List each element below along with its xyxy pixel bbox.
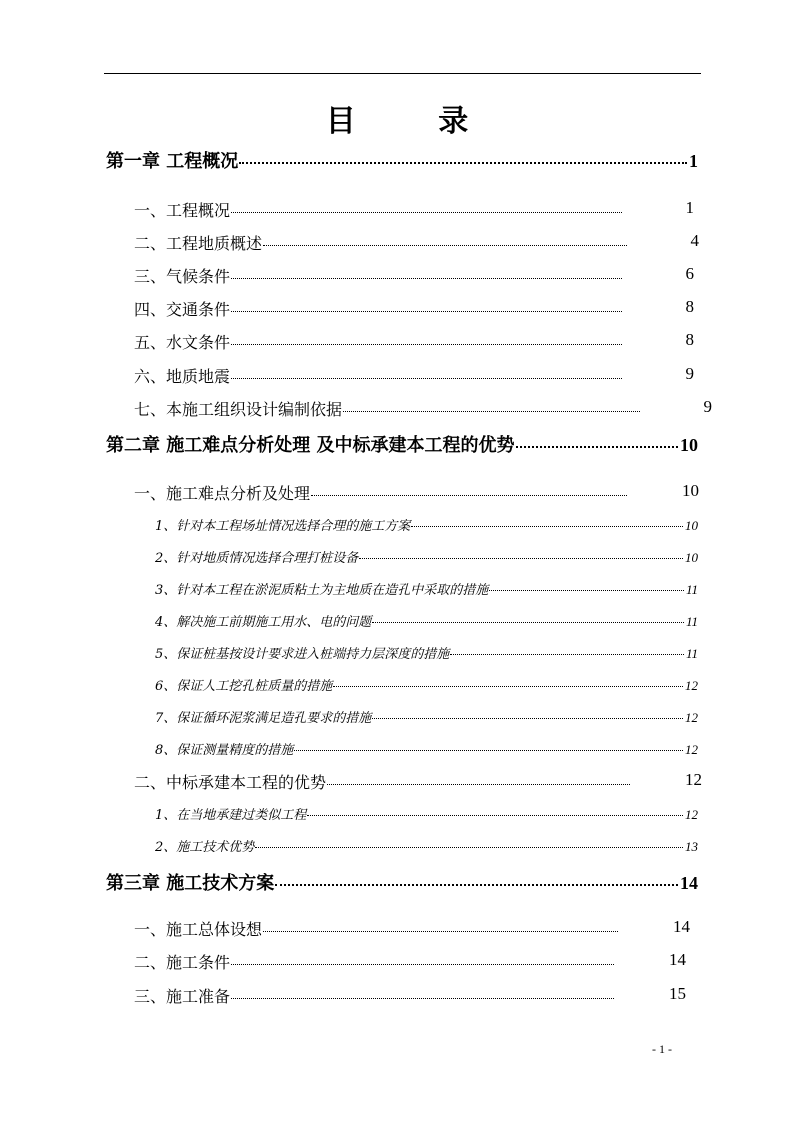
- dot-leader: [263, 931, 618, 932]
- dot-leader: [333, 686, 683, 687]
- dot-leader: [372, 622, 684, 623]
- dot-leader: [255, 847, 683, 848]
- toc-title: 目 录: [325, 104, 505, 139]
- page-number: 13: [685, 839, 698, 854]
- subsection-label: 5、保证桩基按设计要求进入桩端持力层深度的措施: [155, 647, 450, 662]
- section-label: 二、中标承建本工程的优势: [134, 773, 327, 792]
- toc-section-1-7[interactable]: [134, 397, 712, 420]
- toc-section-1-3[interactable]: [134, 264, 694, 287]
- page-number: 8: [685, 297, 694, 316]
- toc-sub-2-1-6[interactable]: [155, 675, 698, 694]
- toc-sub-2-1-5[interactable]: [155, 643, 698, 662]
- toc-section-3-3[interactable]: [134, 984, 686, 1007]
- section-label: 三、气候条件: [134, 267, 231, 286]
- dot-leader: [231, 378, 622, 379]
- dot-leader: [231, 344, 622, 345]
- subsection-label: 8、保证测量精度的措施: [155, 743, 294, 758]
- dot-leader: [311, 495, 627, 496]
- page-number: 10: [685, 550, 698, 565]
- page-number: 1: [689, 151, 698, 171]
- toc-sub-2-2-2[interactable]: [155, 836, 698, 855]
- toc-section-3-2[interactable]: [134, 950, 686, 973]
- dot-leader: [275, 884, 678, 886]
- page-number: 9: [703, 397, 712, 416]
- chapter-label: 第一章 工程概况: [106, 151, 239, 172]
- page-number: 1: [685, 198, 694, 217]
- section-label: 七、本施工组织设计编制依据: [134, 400, 343, 419]
- toc-section-1-6[interactable]: [134, 364, 694, 387]
- page-number: 11: [685, 582, 698, 597]
- page-number: 12: [685, 710, 698, 725]
- subsection-label: 1、针对本工程场址情况选择合理的施工方案: [155, 519, 411, 534]
- page-number: 9: [685, 364, 694, 383]
- dot-leader: [489, 590, 684, 591]
- toc-sub-2-1-1[interactable]: [155, 515, 698, 534]
- section-label: 二、工程地质概述: [134, 234, 263, 253]
- section-label: 一、施工总体设想: [134, 920, 263, 939]
- toc-sub-2-1-7[interactable]: [155, 707, 698, 726]
- dot-leader: [231, 212, 622, 213]
- dot-leader: [450, 654, 684, 655]
- page-number: 12: [685, 678, 698, 693]
- page-number: 8: [685, 330, 694, 349]
- toc-sub-2-1-8[interactable]: [155, 739, 698, 758]
- dot-leader: [411, 526, 683, 527]
- toc-section-1-1[interactable]: [134, 198, 694, 221]
- toc-section-3-1[interactable]: [134, 917, 690, 940]
- section-label: 一、工程概况: [134, 201, 231, 220]
- page-number: 10: [685, 518, 698, 533]
- dot-leader: [294, 750, 683, 751]
- page-number: 14: [673, 917, 690, 936]
- section-label: 二、施工条件: [134, 953, 231, 972]
- dot-leader: [307, 815, 683, 816]
- chapter-label: 第二章 施工难点分析处理 及中标承建本工程的优势: [106, 435, 515, 456]
- section-label: 三、施工准备: [134, 987, 231, 1006]
- toc-sub-2-1-2[interactable]: [155, 547, 698, 566]
- dot-leader: [327, 784, 630, 785]
- toc-chapter-1[interactable]: [106, 147, 698, 173]
- page-number: 12: [685, 807, 698, 822]
- toc-chapter-2[interactable]: [106, 431, 698, 457]
- page-number: 11: [685, 614, 698, 629]
- page-footer-number: - 1 -: [652, 1042, 672, 1056]
- section-label: 五、水文条件: [134, 333, 231, 352]
- toc-section-1-4[interactable]: [134, 297, 694, 320]
- page-number: 14: [680, 873, 698, 893]
- page-number: 6: [685, 264, 694, 283]
- page-number: 4: [690, 231, 699, 250]
- dot-leader: [239, 162, 687, 164]
- dot-leader: [231, 311, 622, 312]
- section-label: 四、交通条件: [134, 300, 231, 319]
- subsection-label: 3、针对本工程在淤泥质粘土为主地质在造孔中采取的措施: [155, 583, 489, 598]
- dot-leader: [516, 446, 678, 448]
- toc-section-1-2[interactable]: [134, 231, 699, 254]
- section-label: 一、施工难点分析及处理: [134, 484, 311, 503]
- subsection-label: 7、保证循环泥浆满足造孔要求的措施: [155, 711, 372, 726]
- dot-leader: [231, 964, 614, 965]
- header-rule: [104, 73, 701, 74]
- page-number: 15: [669, 984, 686, 1003]
- page-number: 10: [682, 481, 699, 500]
- toc-chapter-3[interactable]: [106, 869, 698, 895]
- dot-leader: [263, 245, 627, 246]
- toc-section-1-5[interactable]: [134, 330, 694, 353]
- subsection-label: 2、施工技术优势: [155, 840, 255, 855]
- toc-sub-2-2-1[interactable]: [155, 804, 698, 823]
- page-number: 11: [685, 646, 698, 661]
- subsection-label: 1、在当地承建过类似工程: [155, 808, 307, 823]
- subsection-label: 4、解决施工前期施工用水、电的问题: [155, 615, 372, 630]
- chapter-label: 第三章 施工技术方案: [106, 873, 275, 894]
- subsection-label: 6、保证人工挖孔桩质量的措施: [155, 679, 333, 694]
- toc-section-2-2[interactable]: [134, 770, 702, 793]
- subsection-label: 2、针对地质情况选择合理打桩设备: [155, 551, 359, 566]
- page-number: 10: [680, 435, 698, 455]
- toc-sub-2-1-4[interactable]: [155, 611, 698, 630]
- toc-sub-2-1-3[interactable]: [155, 579, 698, 598]
- dot-leader: [372, 718, 683, 719]
- toc-section-2-1[interactable]: [134, 481, 699, 504]
- page-number: 14: [669, 950, 686, 969]
- section-label: 六、地质地震: [134, 367, 231, 386]
- dot-leader: [231, 998, 614, 999]
- page-number: 12: [685, 742, 698, 757]
- page-number: 12: [685, 770, 702, 789]
- dot-leader: [343, 411, 640, 412]
- dot-leader: [231, 278, 622, 279]
- dot-leader: [359, 558, 683, 559]
